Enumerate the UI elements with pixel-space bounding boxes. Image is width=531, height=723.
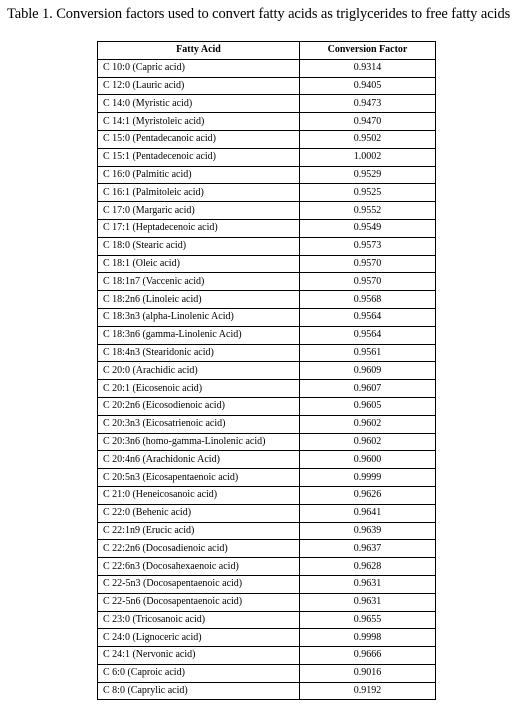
conversion-factor-cell: 0.9641 [300, 504, 436, 522]
table-row [98, 362, 436, 380]
fatty-acid-cell: C 18:1 (Oleic acid) [98, 255, 300, 273]
fatty-acid-cell: C 22:0 (Behenic acid) [98, 504, 300, 522]
table-row [98, 219, 436, 237]
table-row [98, 558, 436, 576]
table-row [98, 540, 436, 558]
table-row [98, 397, 436, 415]
table-row [98, 291, 436, 309]
table-row [98, 647, 436, 665]
conversion-factor-cell: 0.9192 [300, 682, 436, 700]
table-row [98, 486, 436, 504]
header-fatty-acid: Fatty Acid [98, 42, 300, 60]
fatty-acid-cell: C 17:1 (Heptadecenoic acid) [98, 219, 300, 237]
conversion-factor-cell: 0.9470 [300, 113, 436, 131]
conversion-factor-cell: 0.9605 [300, 397, 436, 415]
table-row [98, 682, 436, 700]
conversion-factors-table [97, 41, 436, 700]
fatty-acid-cell: C 18:2n6 (Linoleic acid) [98, 291, 300, 309]
table-row [98, 380, 436, 398]
conversion-factor-cell: 0.9999 [300, 469, 436, 487]
conversion-factor-cell: 0.9016 [300, 664, 436, 682]
conversion-factor-cell: 0.9568 [300, 291, 436, 309]
conversion-factor-cell: 1.0002 [300, 148, 436, 166]
table-row [98, 451, 436, 469]
conversion-factor-cell: 0.9631 [300, 575, 436, 593]
fatty-acid-cell: C 20:1 (Eicosenoic acid) [98, 380, 300, 398]
table-header-row [98, 42, 436, 60]
table-row [98, 273, 436, 291]
table-row [98, 308, 436, 326]
table-row [98, 611, 436, 629]
conversion-factor-cell: 0.9607 [300, 380, 436, 398]
fatty-acid-cell: C 18:3n6 (gamma-Linolenic Acid) [98, 326, 300, 344]
conversion-factor-cell: 0.9405 [300, 77, 436, 95]
conversion-factor-cell: 0.9631 [300, 593, 436, 611]
table-row [98, 504, 436, 522]
fatty-acid-cell: C 23:0 (Tricosanoic acid) [98, 611, 300, 629]
fatty-acid-cell: C 22:6n3 (Docosahexaenoic acid) [98, 558, 300, 576]
conversion-factor-cell: 0.9602 [300, 433, 436, 451]
fatty-acid-cell: C 20:0 (Arachidic acid) [98, 362, 300, 380]
table-row [98, 59, 436, 77]
conversion-factor-cell: 0.9639 [300, 522, 436, 540]
conversion-factor-cell: 0.9609 [300, 362, 436, 380]
table-row [98, 166, 436, 184]
conversion-factor-cell: 0.9564 [300, 308, 436, 326]
table-row [98, 237, 436, 255]
fatty-acid-cell: C 24:0 (Lignoceric acid) [98, 629, 300, 647]
conversion-factor-cell: 0.9570 [300, 273, 436, 291]
fatty-acid-cell: C 15:1 (Pentadecenoic acid) [98, 148, 300, 166]
header-conversion-factor: Conversion Factor [300, 42, 436, 60]
fatty-acid-cell: C 24:1 (Nervonic acid) [98, 647, 300, 665]
fatty-acid-cell: C 22-5n6 (Docosapentaenoic acid) [98, 593, 300, 611]
table-row [98, 575, 436, 593]
conversion-factor-cell: 0.9552 [300, 202, 436, 220]
conversion-factor-cell: 0.9655 [300, 611, 436, 629]
conversion-factor-cell: 0.9549 [300, 219, 436, 237]
fatty-acid-cell: C 8:0 (Caprylic acid) [98, 682, 300, 700]
conversion-factor-cell: 0.9998 [300, 629, 436, 647]
fatty-acid-cell: C 17:0 (Margaric acid) [98, 202, 300, 220]
table-row [98, 522, 436, 540]
table-row [98, 593, 436, 611]
conversion-factor-cell: 0.9314 [300, 59, 436, 77]
fatty-acid-cell: C 22:2n6 (Docosadienoic acid) [98, 540, 300, 558]
table-row [98, 255, 436, 273]
conversion-factor-cell: 0.9628 [300, 558, 436, 576]
fatty-acid-cell: C 18:1n7 (Vaccenic acid) [98, 273, 300, 291]
fatty-acid-cell: C 18:3n3 (alpha-Linolenic Acid) [98, 308, 300, 326]
fatty-acid-cell: C 18:0 (Stearic acid) [98, 237, 300, 255]
fatty-acid-cell: C 20:4n6 (Arachidonic Acid) [98, 451, 300, 469]
conversion-factor-cell: 0.9561 [300, 344, 436, 362]
conversion-factor-cell: 0.9600 [300, 451, 436, 469]
fatty-acid-cell: C 16:1 (Palmitoleic acid) [98, 184, 300, 202]
fatty-acid-cell: C 20:5n3 (Eicosapentaenoic acid) [98, 469, 300, 487]
fatty-acid-cell: C 12:0 (Lauric acid) [98, 77, 300, 95]
table-caption: Table 1. Conversion factors used to convert fatty acids as triglycerides to free fatty acids [7, 6, 511, 22]
conversion-factor-cell: 0.9666 [300, 647, 436, 665]
fatty-acid-cell: C 20:3n6 (homo-gamma-Linolenic acid) [98, 433, 300, 451]
table-row [98, 77, 436, 95]
conversion-factor-cell: 0.9473 [300, 95, 436, 113]
fatty-acid-cell: C 10:0 (Capric acid) [98, 59, 300, 77]
table-row [98, 113, 436, 131]
fatty-acid-cell: C 14:0 (Myristic acid) [98, 95, 300, 113]
table-row [98, 148, 436, 166]
table-row [98, 344, 436, 362]
fatty-acid-cell: C 6:0 (Caproic acid) [98, 664, 300, 682]
table-row [98, 95, 436, 113]
table-row [98, 202, 436, 220]
conversion-factor-cell: 0.9602 [300, 415, 436, 433]
fatty-acid-cell: C 15:0 (Pentadecanoic acid) [98, 130, 300, 148]
conversion-factor-cell: 0.9502 [300, 130, 436, 148]
conversion-factor-cell: 0.9529 [300, 166, 436, 184]
table-row [98, 326, 436, 344]
table-row [98, 664, 436, 682]
conversion-factor-cell: 0.9525 [300, 184, 436, 202]
table-row [98, 469, 436, 487]
fatty-acid-cell: C 22-5n3 (Docosapentaenoic acid) [98, 575, 300, 593]
table-row [98, 415, 436, 433]
fatty-acid-cell: C 14:1 (Myristoleic acid) [98, 113, 300, 131]
conversion-factor-cell: 0.9573 [300, 237, 436, 255]
conversion-factor-cell: 0.9570 [300, 255, 436, 273]
fatty-acid-cell: C 20:2n6 (Eicosodienoic acid) [98, 397, 300, 415]
table-row [98, 629, 436, 647]
conversion-factor-cell: 0.9564 [300, 326, 436, 344]
table-row [98, 184, 436, 202]
fatty-acid-cell: C 16:0 (Palmitic acid) [98, 166, 300, 184]
fatty-acid-cell: C 21:0 (Heneicosanoic acid) [98, 486, 300, 504]
table-row [98, 130, 436, 148]
fatty-acid-cell: C 20:3n3 (Eicosatrienoic acid) [98, 415, 300, 433]
table-row [98, 433, 436, 451]
fatty-acid-cell: C 18:4n3 (Stearidonic acid) [98, 344, 300, 362]
fatty-acid-cell: C 22:1n9 (Erucic acid) [98, 522, 300, 540]
conversion-factor-cell: 0.9626 [300, 486, 436, 504]
conversion-factor-cell: 0.9637 [300, 540, 436, 558]
